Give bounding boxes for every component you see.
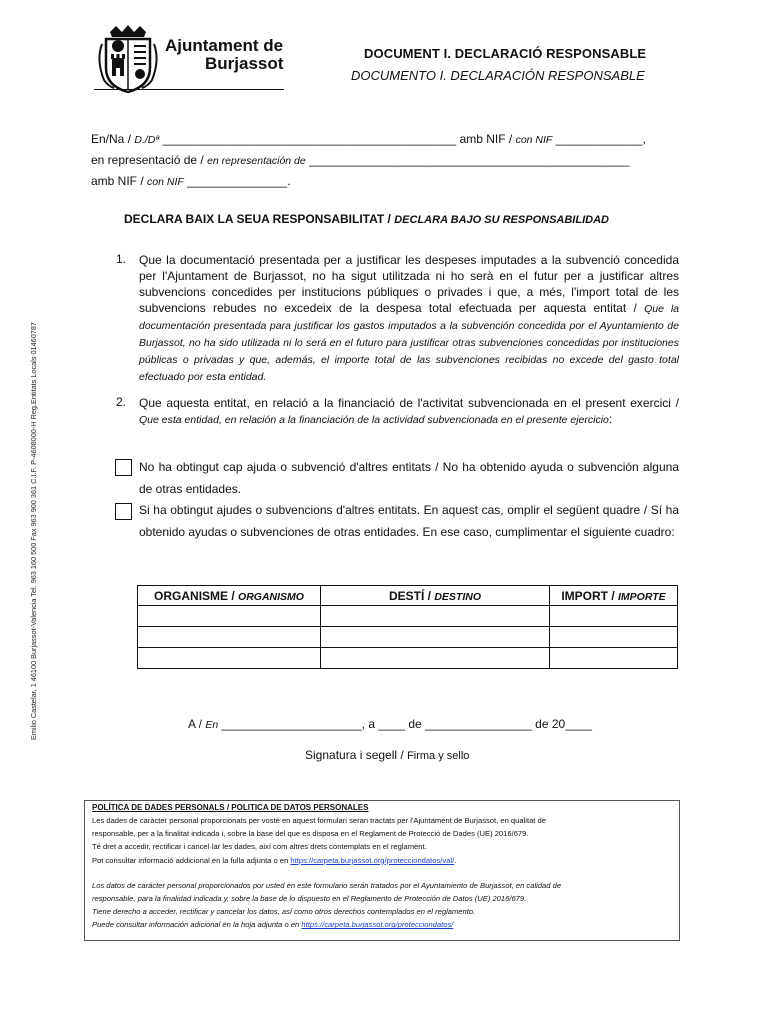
table-cell[interactable] — [321, 648, 550, 669]
item-1-text-es: Que la documentación presentada para justificar los gastos imputados a la subvención concedida por el Ayuntamiento de Burjassot, no ha sido utilizada ni lo será en el futuro para justificar otras subvenciones concedidas por instituciones públicas o privadas y que, además, el importe total de las subvenciones recibidas no excede del gasto total efectuado por esta entidad. — [139, 303, 679, 383]
column-header-destination — [321, 586, 550, 606]
privacy-policy-box — [84, 800, 680, 941]
table-row — [138, 606, 678, 627]
table-cell[interactable] — [550, 606, 678, 627]
logo-wordmark — [165, 37, 283, 73]
logo-line-1: Ajuntament de — [165, 36, 284, 55]
privacy-spacer — [92, 867, 679, 879]
table-cell[interactable] — [321, 627, 550, 648]
identification-line-2 — [91, 152, 629, 169]
table-cell[interactable] — [138, 648, 321, 669]
privacy-es-line-4-text: Puede consultar información adicional en la hoja adjunta o en — [92, 920, 302, 930]
declaration-item-1 — [139, 252, 679, 385]
table-row — [138, 648, 678, 669]
table-cell[interactable] — [138, 627, 321, 648]
privacy-title: POLÍTICA DE DADES PERSONALS / POLITICA DE DATOS PERSONALES — [92, 803, 369, 812]
declaration-heading — [124, 212, 609, 226]
privacy-es-line-4 — [92, 918, 679, 931]
nif-label-es: con NIF — [515, 134, 553, 146]
col3-es: IMPORTE — [618, 590, 666, 603]
item-2-text-es: Que esta entidad, en relación a la financiación de la actividad subvencionada en el presente ejercicio — [139, 414, 609, 426]
identification-line-3 — [91, 173, 291, 190]
place-label: A / — [188, 717, 206, 731]
table-row — [138, 627, 678, 648]
col2-es: DESTINO — [434, 590, 481, 603]
privacy-ca-line-1: Les dades de caràcter personal proporcionats per vosté en aquest formulari seran tractats per l'Ajuntament de Burjassot, en qualitat de — [92, 816, 546, 825]
representation-field[interactable]: ________________________________________________ — [305, 153, 630, 167]
table-cell[interactable] — [321, 606, 550, 627]
declaration-heading-es: DECLARA BAJO SU RESPONSABILIDAD — [394, 214, 609, 226]
col2-ca: DESTÍ / — [388, 588, 435, 603]
table-cell[interactable] — [138, 606, 321, 627]
place-label-es: En — [205, 719, 219, 731]
place-date-line — [188, 716, 592, 733]
col1-ca: ORGANISME / — [154, 588, 239, 603]
privacy-es-line-3: Tiene derecho a acceder, rectificar y cancelar los datos, así como otros derechos contemplados en el reglamento. — [92, 907, 476, 917]
document-title-ca: DOCUMENT I. DECLARACIÓ RESPONSABLE — [364, 46, 647, 61]
signature-label — [305, 748, 469, 762]
privacy-ca-line-4-end: . — [454, 855, 457, 865]
logo-underline — [94, 89, 284, 90]
item-2-number: 2. — [116, 395, 127, 409]
yes-aid-option-text: Si ha obtingut ajudes o subvencions d'altres entitats. En aquest cas, omplir el següent quadre / Sí ha obtenido ayudas o subvenciones de otras entidades. En ese caso, cumplimentar el siguiente cuadro: — [139, 503, 679, 539]
column-header-organism — [138, 586, 321, 606]
representation-label-es: en representación de — [207, 155, 306, 167]
signature-label-ca: Signatura i segell / — [305, 748, 408, 762]
entity-nif-field[interactable]: _______________. — [183, 174, 291, 188]
privacy-link-valencian[interactable]: https://carpeta.burjassot.org/protecciondatos/val/ — [290, 855, 455, 865]
col3-ca: IMPORT / — [561, 588, 618, 603]
entity-nif-label-es: con NIF — [147, 176, 184, 188]
privacy-es-line-1: Los datos de carácter personal proporcionados por usted en este formulario serán tratados por el Ayuntamiento de Burjassot, en calidad de — [92, 880, 562, 890]
privacy-ca-line-4 — [92, 854, 679, 867]
place-date-field[interactable]: _____________________, a ____ de ________________ de 20____ — [218, 717, 592, 731]
col1-es: ORGANISMO — [238, 590, 304, 603]
privacy-ca-line-2: responsable, per a la finalitat indicada i, sobre la base del que es disposa en el Reglament de Protecció de Dades (UE) 2016/679. — [92, 829, 529, 839]
item-2-colon: : — [608, 412, 613, 426]
declaration-heading-ca: DECLARA BAIX LA SEUA RESPONSABILITAT / — [124, 212, 395, 226]
name-label-es: D./Dª — [134, 134, 160, 146]
name-field[interactable]: ____________________________________________ amb NIF / — [159, 132, 516, 146]
logo-line-2: Burjassot — [205, 54, 284, 73]
item-2-text-ca: Que aquesta entitat, en relació a la financiació de l'activitat subvencionada en el present exercici / — [139, 396, 679, 410]
table-cell[interactable] — [550, 648, 678, 669]
identification-line-1 — [91, 131, 646, 148]
representation-label: en representació de / — [91, 153, 208, 167]
yes-aid-checkbox[interactable] — [115, 503, 132, 520]
privacy-link-spanish[interactable]: https://carpeta.burjassot.org/protecciondatos/ — [301, 920, 454, 930]
no-aid-checkbox[interactable] — [115, 459, 132, 476]
privacy-es-line-2: responsable, para la finalidad indicada y, sobre la base de lo dispuesto en el Reglamento de Protección de Datos (UE) 2016/679. — [92, 894, 527, 904]
signature-label-es: Firma y sello — [407, 750, 470, 762]
sidebar-address-text: Emilio Castelar, 1 46100 Burjassot-Valencia Tel. 963 160 500 Fax 963 900 361 C.I.F. P-4608000-H Reg.Entitats Locals 01460787 — [29, 322, 38, 740]
funding-table — [137, 585, 678, 669]
privacy-ca-line-4-text: Pot consultar informació addicional en la fulla adjunta o en — [92, 855, 291, 865]
name-label: En/Na / — [91, 132, 135, 146]
nif-field[interactable]: _____________, — [552, 132, 646, 146]
item-1-text-ca: Que la documentació presentada per a justificar les despeses imputades a la subvenció concedida per l'Ajuntament de Burjassot, no ha sigut utilitzada ni ho serà en el futur per a justificar altres subvencions concedides per institucions públiques o privades i que, a més, l'import total de les subvencions rebudes no excedeix de la despesa total efectuada per aquesta entitat / — [139, 253, 679, 315]
table-header-row — [138, 586, 678, 606]
item-1-number: 1. — [116, 252, 127, 266]
entity-nif-label: amb NIF / — [91, 174, 148, 188]
privacy-ca-line-3: Té dret a accedir, rectificar i cancel·lar les dades, així com altres drets contemplats en el reglament. — [92, 842, 427, 852]
declaration-item-2 — [139, 395, 679, 428]
no-aid-option-text: No ha obtingut cap ajuda o subvenció d'altres entitats / No ha obtenido ayuda o subvención alguna de otras entidades. — [139, 460, 679, 496]
column-header-amount — [550, 586, 678, 606]
document-title-es: DOCUMENTO I. DECLARACIÓN RESPONSABLE — [351, 68, 645, 83]
table-cell[interactable] — [550, 627, 678, 648]
